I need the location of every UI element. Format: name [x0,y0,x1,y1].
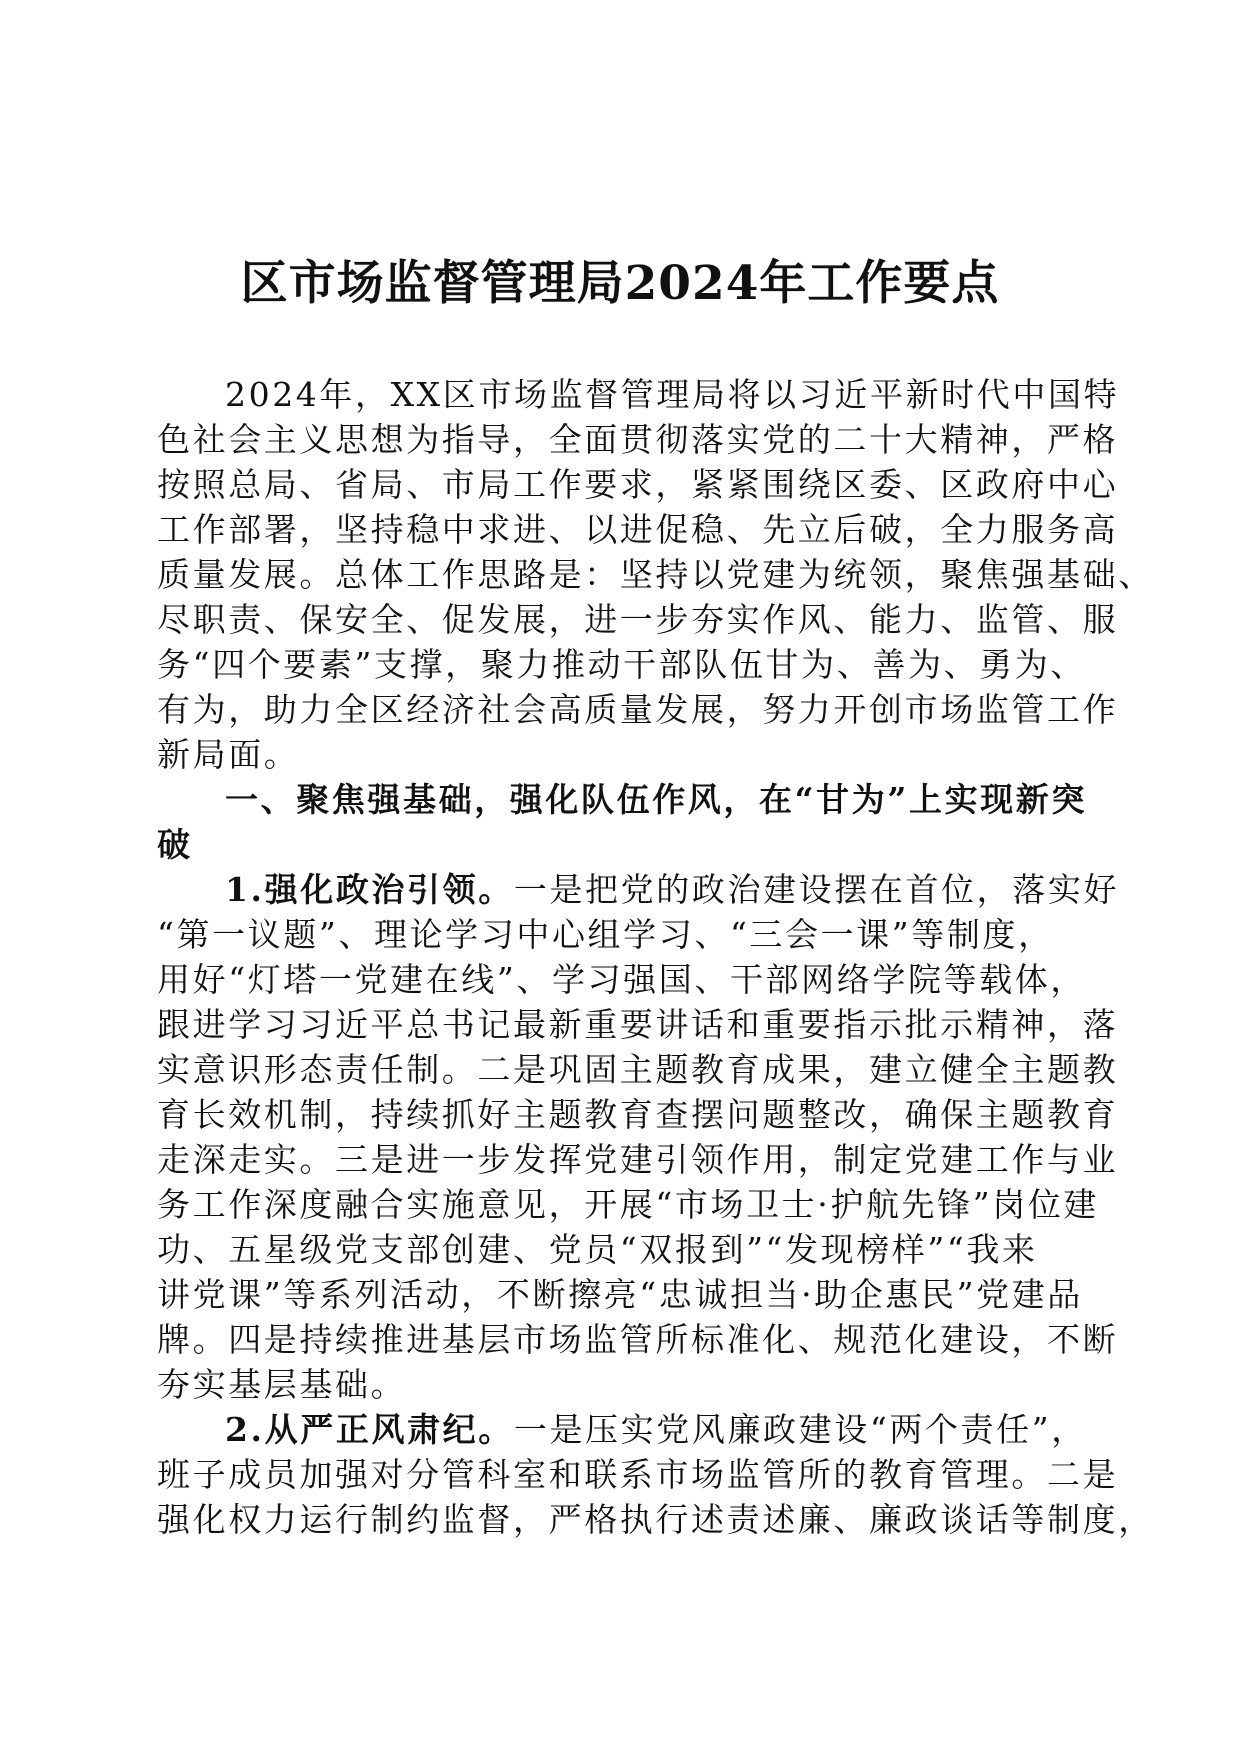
text-line: “第一议题”、理论学习中心组学习、“三会一课”等制度， [157,915,1054,954]
text-line: 质量发展。总体工作思路是：坚持以党建为统领，聚焦强基础、 [157,555,1154,594]
text-line: 讲党课”等系列活动，不断擦亮“忠诚担当·助企惠民”党建品 [157,1275,1083,1314]
text-line: 夯实基层基础。 [157,1365,407,1404]
document-title: 区市场监督管理局2024年工作要点 [240,256,1000,311]
text-line: 用好“灯塔一党建在线”、学习强国、干部网络学院等载体， [157,960,1086,999]
text-line: 新局面。 [157,735,300,774]
text-line: 强化权力运行制约监督，严格执行述责述廉、廉政谈话等制度， [157,1500,1154,1539]
heading-line: 破 [157,825,193,864]
text-line: 牌。四是持续推进基层市场监管所标准化、规范化建设，不断 [157,1320,1119,1359]
text-line: 实意识形态责任制。二是巩固主题教育成果，建立健全主题教 [157,1050,1119,1089]
text-line: 色社会主义思想为指导，全面贯彻落实党的二十大精神，严格 [157,420,1119,459]
text-line: 务“四个要素”支撑，聚力推动干部队伍甘为、善为、勇为、 [157,645,1086,684]
text-line: 育长效机制，持续抓好主题教育查摆问题整改，确保主题教育 [157,1095,1119,1134]
item-paragraph-2 [157,1407,1154,1542]
text-line: 有为，助力全区经济社会高质量发展，努力开创市场监管工作 [157,690,1119,729]
item-paragraph-1 [157,867,1120,1407]
item-lead: 1.强化政治引领。 [225,870,514,909]
heading-line: 一、聚焦强基础，强化队伍作风，在“甘为”上实现新突 [225,780,1087,819]
text-line: 功、五星级党支部创建、党员“双报到”“发现榜样”“我来 [157,1230,1038,1269]
document-body [157,372,1154,1542]
item-first-line [157,1407,1087,1452]
section-heading [157,777,1087,867]
text-line: 按照总局、省局、市局工作要求，紧紧围绕区委、区政府中心 [157,465,1119,504]
text-line: 走深走实。三是进一步发挥党建引领作用，制定党建工作与业 [157,1140,1119,1179]
item-first-text: 一是压实党风廉政建设“两个责任”， [513,1410,1087,1449]
item-first-text: 一是把党的政治建设摆在首位，落实好 [513,870,1120,909]
text-line: 尽职责、保安全、促发展，进一步夯实作风、能力、监管、服 [157,600,1119,639]
text-line: 务工作深度融合实施意见，开展“市场卫士·护航先锋”岗位建 [157,1185,1100,1224]
text-line: 2024年，XX区市场监督管理局将以习近平新时代中国特 [225,375,1120,414]
text-line: 工作部署，坚持稳中求进、以进促稳、先立后破，全力服务高 [157,510,1119,549]
item-lead: 2.从严正风肃纪。 [225,1410,514,1449]
item-first-line [157,867,1120,912]
intro-paragraph [157,372,1154,777]
text-line: 跟进学习习近平总书记最新重要讲话和重要指示批示精神，落 [157,1005,1119,1044]
text-line: 班子成员加强对分管科室和联系市场监管所的教育管理。二是 [157,1455,1119,1494]
